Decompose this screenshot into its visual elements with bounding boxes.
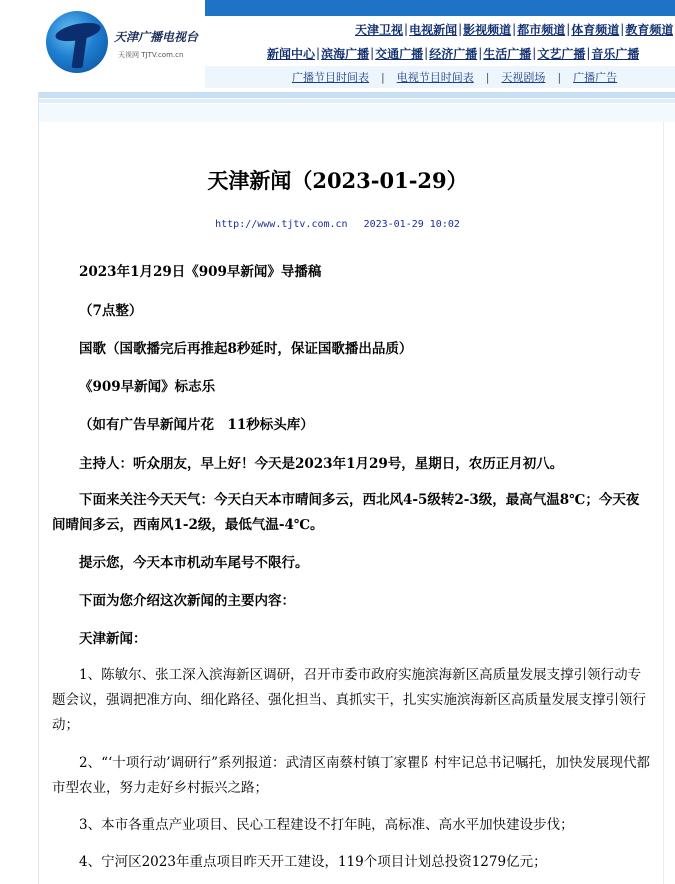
article-paragraph: 提示您，今天本市机动车尾号不限行。 [79, 555, 309, 571]
nav-separator: | [512, 22, 517, 36]
nav-link-economy-radio[interactable]: 经济广播 [429, 46, 478, 61]
main-navigation [205, 0, 675, 92]
nav-separator: | [620, 22, 625, 36]
nav-separator: | [370, 46, 375, 60]
logo-subtitle: 天视网 TJTV.com.cn [118, 51, 184, 59]
header-divider-band-light [38, 99, 675, 103]
nav-separator: | [532, 46, 537, 60]
nav-link-arts-radio[interactable]: 文艺广播 [537, 46, 586, 61]
nav-link-binhai-radio[interactable]: 滨海广播 [321, 46, 370, 61]
article-publish-time: 2023-01-29 10:02 [363, 219, 460, 230]
article-paragraph: 1、陈敏尔、张工深入滨海新区调研，召开市委市政府实施滨海新区高质量发展支撑引领行动专题会议，强调把准方向、细化路径、强化担当、真抓实干，扎实实施滨海新区高质量发展支撑引领行动； [52, 667, 646, 733]
nav-row-radio [267, 41, 639, 65]
nav-link-life-radio[interactable]: 生活广播 [483, 46, 532, 61]
nav-row-tv [355, 17, 673, 41]
article-source-link[interactable]: http://www.tjtv.com.cn [215, 219, 348, 230]
logo-name: 天津广播电视台 [114, 30, 199, 44]
article-paragraph: 4、宁河区2023年重点项目昨天开工建设，119个项目计划总投资1279亿元； [79, 854, 547, 870]
nav-top-bar [205, 0, 675, 16]
nav-link-news-center[interactable]: 新闻中心 [267, 46, 316, 61]
site-logo[interactable] [0, 0, 205, 92]
nav-separator: | [404, 22, 409, 36]
article-meta [0, 219, 675, 230]
sub-nav-radio-ads[interactable]: 广播广告 [573, 71, 618, 84]
article-paragraph: 3、本市各重点产业项目、民心工程建设不打年盹，高标准、高水平加快建设步伐； [79, 817, 574, 833]
nav-link-sports-channel[interactable]: 体育频道 [571, 22, 620, 37]
nav-link-tianjin-satellite[interactable]: 天津卫视 [355, 22, 404, 37]
article-paragraph: 下面来关注今天天气：今天白天本市晴间多云，西北风4-5级转2-3级，最高气温8℃；今天夜间晴间多云，西南风1-2级，最低气温-4℃。 [52, 492, 640, 533]
header-divider-band-pale [38, 104, 675, 122]
article-paragraph: 主持人：听众朋友，早上好！今天是2023年1月29号，星期日，农历正月初八。 [79, 456, 564, 472]
article-paragraph: 下面为您介绍这次新闻的主要内容： [79, 593, 295, 609]
nav-separator: | [424, 46, 429, 60]
nav-link-education-channel[interactable]: 教育频道 [625, 22, 674, 37]
nav-separator: | [478, 46, 483, 60]
nav-separator: | [566, 22, 571, 36]
nav-link-film-channel[interactable]: 影视频道 [463, 22, 512, 37]
nav-link-tv-news[interactable]: 电视新闻 [409, 22, 458, 37]
site-header [0, 0, 675, 92]
nav-link-music-radio[interactable]: 音乐广播 [591, 46, 640, 61]
article-paragraph: 国歌（国歌播完后再推起8秒延时，保证国歌播出品质） [79, 341, 413, 357]
nav-link-traffic-radio[interactable]: 交通广播 [375, 46, 424, 61]
content-right-border [663, 122, 664, 884]
article-paragraph: （如有广告早新闻片花 11秒标头库） [79, 417, 314, 433]
nav-separator: | [316, 46, 321, 60]
sub-navigation [205, 66, 675, 88]
article-paragraph: 《909早新闻》标志乐 [79, 379, 216, 395]
article-paragraph: 2、“‘十项行动’调研行”系列报道：武清区南蔡村镇丁家瞿阝村牢记总书记嘱托，加快发展现代都市型农业，努力走好乡村振兴之路； [52, 755, 650, 796]
content-left-border [38, 92, 39, 884]
nav-separator: | [586, 46, 591, 60]
sub-nav-tv-theater[interactable]: 天视剧场 [501, 71, 546, 84]
article-title: 天津新闻（2023-01-29） [207, 168, 468, 193]
header-divider-band [38, 92, 675, 98]
article-paragraph: 天津新闻： [79, 631, 147, 647]
sub-nav-radio-schedule[interactable]: 广播节目时间表 [292, 71, 369, 84]
nav-separator: | [458, 22, 463, 36]
nav-link-city-channel[interactable]: 都市频道 [517, 22, 566, 37]
sub-nav-separator: | [557, 70, 562, 84]
sub-nav-tv-schedule[interactable]: 电视节目时间表 [396, 71, 474, 84]
sub-nav-separator: | [485, 70, 490, 84]
article-paragraph: 2023年1月29日《909早新闻》导播稿 [79, 264, 322, 280]
article-paragraph: （7点整） [79, 303, 143, 319]
sub-nav-separator: | [381, 70, 385, 84]
